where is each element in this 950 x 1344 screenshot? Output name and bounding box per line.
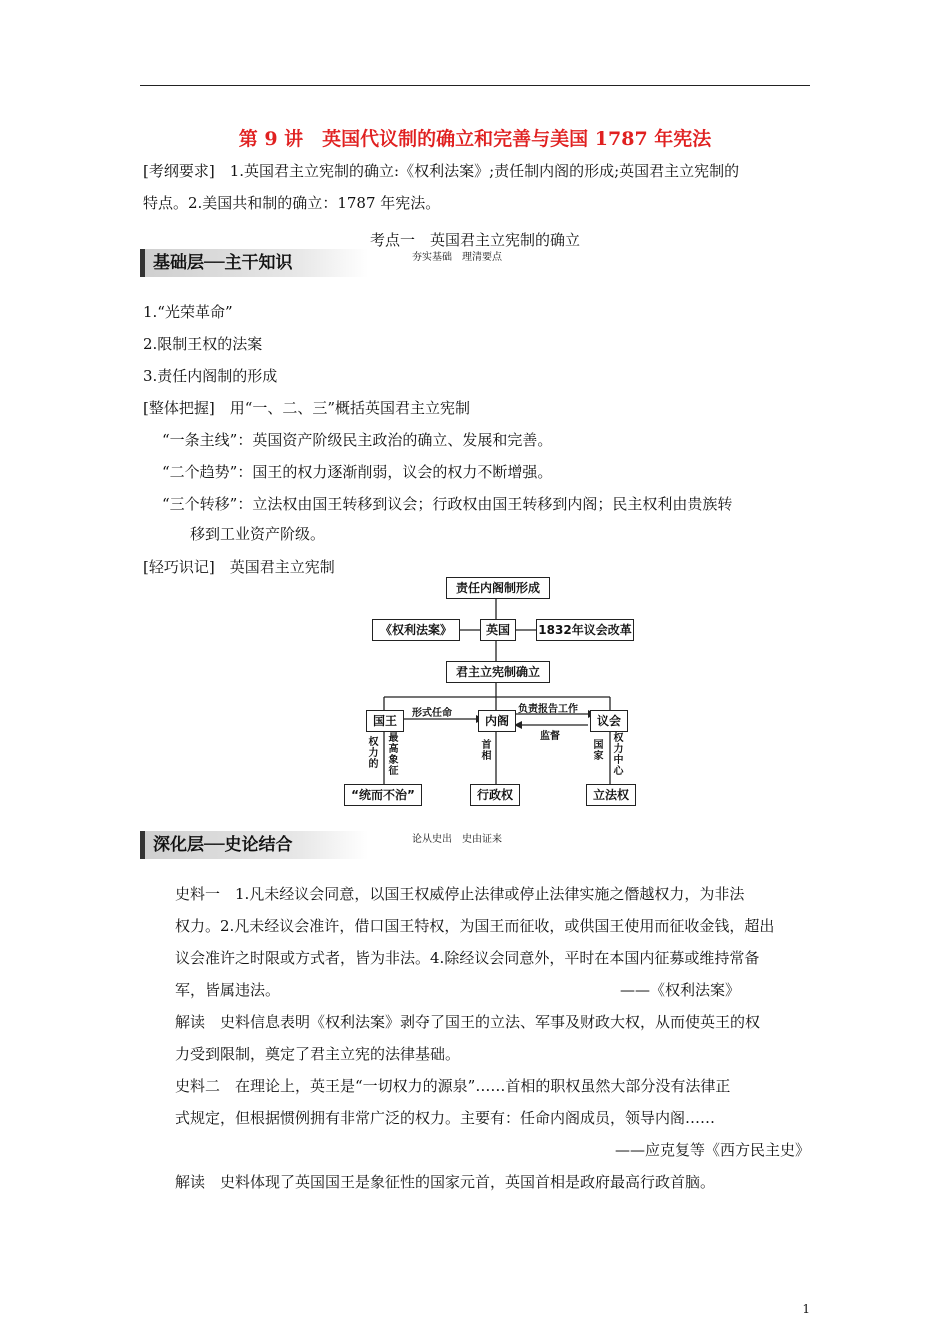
constitutional-monarchy-diagram [340,573,650,808]
list-item-1: 1.“光荣革命” [143,303,233,321]
material1-line-1: 史料一 1.凡未经议会同意，以国王权威停止法律或停止法律实施之僭越权力，为非法 [175,885,745,903]
material2-reading: 解读 史料体现了英国国王是象征性的国家元首，英国首相是政府最高行政首脑。 [175,1173,716,1191]
box-monarchy-established: 君主立宪制确立 [446,661,550,683]
material2-line-2: 式规定，但根据惯例拥有非常广泛的权力。主要有：任命内阁成员，领导内阁…… [175,1109,716,1127]
list-item-2: 2.限制王权的法案 [143,335,263,353]
box-executive-power: 行政权 [470,784,520,806]
label-king-power: 权力的 [368,737,379,770]
section-banner-basic: 基础层──主干知识 [140,249,368,277]
material1-source: ——《权利法案》 [619,981,740,999]
box-1832-reform: 1832年议会改革 [536,619,634,641]
syllabus-line-2: 特点。2.美国共和制的确立：1787 年宪法。 [143,194,441,212]
label-prime-minister: 首相 [481,740,492,762]
diagram-connectors [340,573,650,808]
label-power-center: 权力中心 [613,733,624,777]
material1-reading-2: 力受到限制，奠定了君主立宪的法律基础。 [175,1045,461,1063]
page-title: 第 9 讲 英国代议制的确立和完善与美国 1787 年宪法 [238,128,712,150]
section-banner-basic-subtitle: 夯实基础 理清要点 [412,252,502,263]
syllabus-line-1: [考纲要求] 1.英国君主立宪制的确立:《权利法案》;责任制内阁的形成;英国君主立宪制的 [143,162,740,180]
box-legislative-power: 立法权 [586,784,636,806]
memo-heading: [轻巧识记] 英国君主立宪制 [143,558,335,576]
page-number: 1 [802,1302,810,1316]
box-bill-of-rights: 《权利法案》 [372,619,460,641]
box-parliament: 议会 [590,710,628,732]
list-item-3: 3.责任内阁制的形成 [143,367,278,385]
overall-heading: [整体把握] 用“一、二、三”概括英国君主立宪制 [143,399,471,417]
label-king-symbol: 最高象征 [388,733,399,777]
overall-line-3b: 移到工业资产阶级。 [190,525,326,543]
section-banner-deep: 深化层──史论结合 [140,831,368,859]
box-king: 国王 [366,710,404,732]
overall-line-3a: “三个转移”：立法权由国王转移到议会；行政权由国王转移到内阁；民主权利由贵族转 [162,495,733,513]
label-supervise: 监督 [540,731,560,742]
material2-line-1: 史料二 在理论上，英王是“一切权力的源泉”……首相的职权虽然大部分没有法律正 [175,1077,731,1095]
overall-line-2: “二个趋势”：国王的权力逐渐削弱，议会的权力不断增强。 [162,463,553,481]
material1-line-4: 军，皆属违法。 [175,981,281,999]
material1-line-2: 权力。2.凡未经议会准许，借口国王特权，为国王而征收，或供国王使用而征收金钱，超出 [175,917,775,935]
material1-reading-1: 解读 史料信息表明《权利法案》剥夺了国王的立法、军事及财政大权，从而使英王的权 [175,1013,761,1031]
box-responsible-cabinet: 责任内阁制形成 [446,577,550,599]
section-banner-deep-subtitle: 论从史出 史由证来 [412,834,502,845]
box-england: 英国 [480,619,516,641]
topic-heading: 考点一 英国君主立宪制的确立 [369,231,580,249]
header-rule [140,85,810,86]
material1-line-3: 议会准许之时限或方式者，皆为非法。4.除经议会同意外，平时在本国内征募或维持常备 [175,949,760,967]
label-report: 负责报告工作 [518,704,578,715]
box-cabinet: 内阁 [478,710,516,732]
label-appoint: 形式任命 [412,708,452,719]
box-reign-not-rule: “统而不治” [344,784,422,806]
overall-line-1: “一条主线”：英国资产阶级民主政治的确立、发展和完善。 [162,431,553,449]
material2-source: ——应克复等《西方民主史》 [614,1141,810,1159]
label-state: 国家 [593,740,604,762]
